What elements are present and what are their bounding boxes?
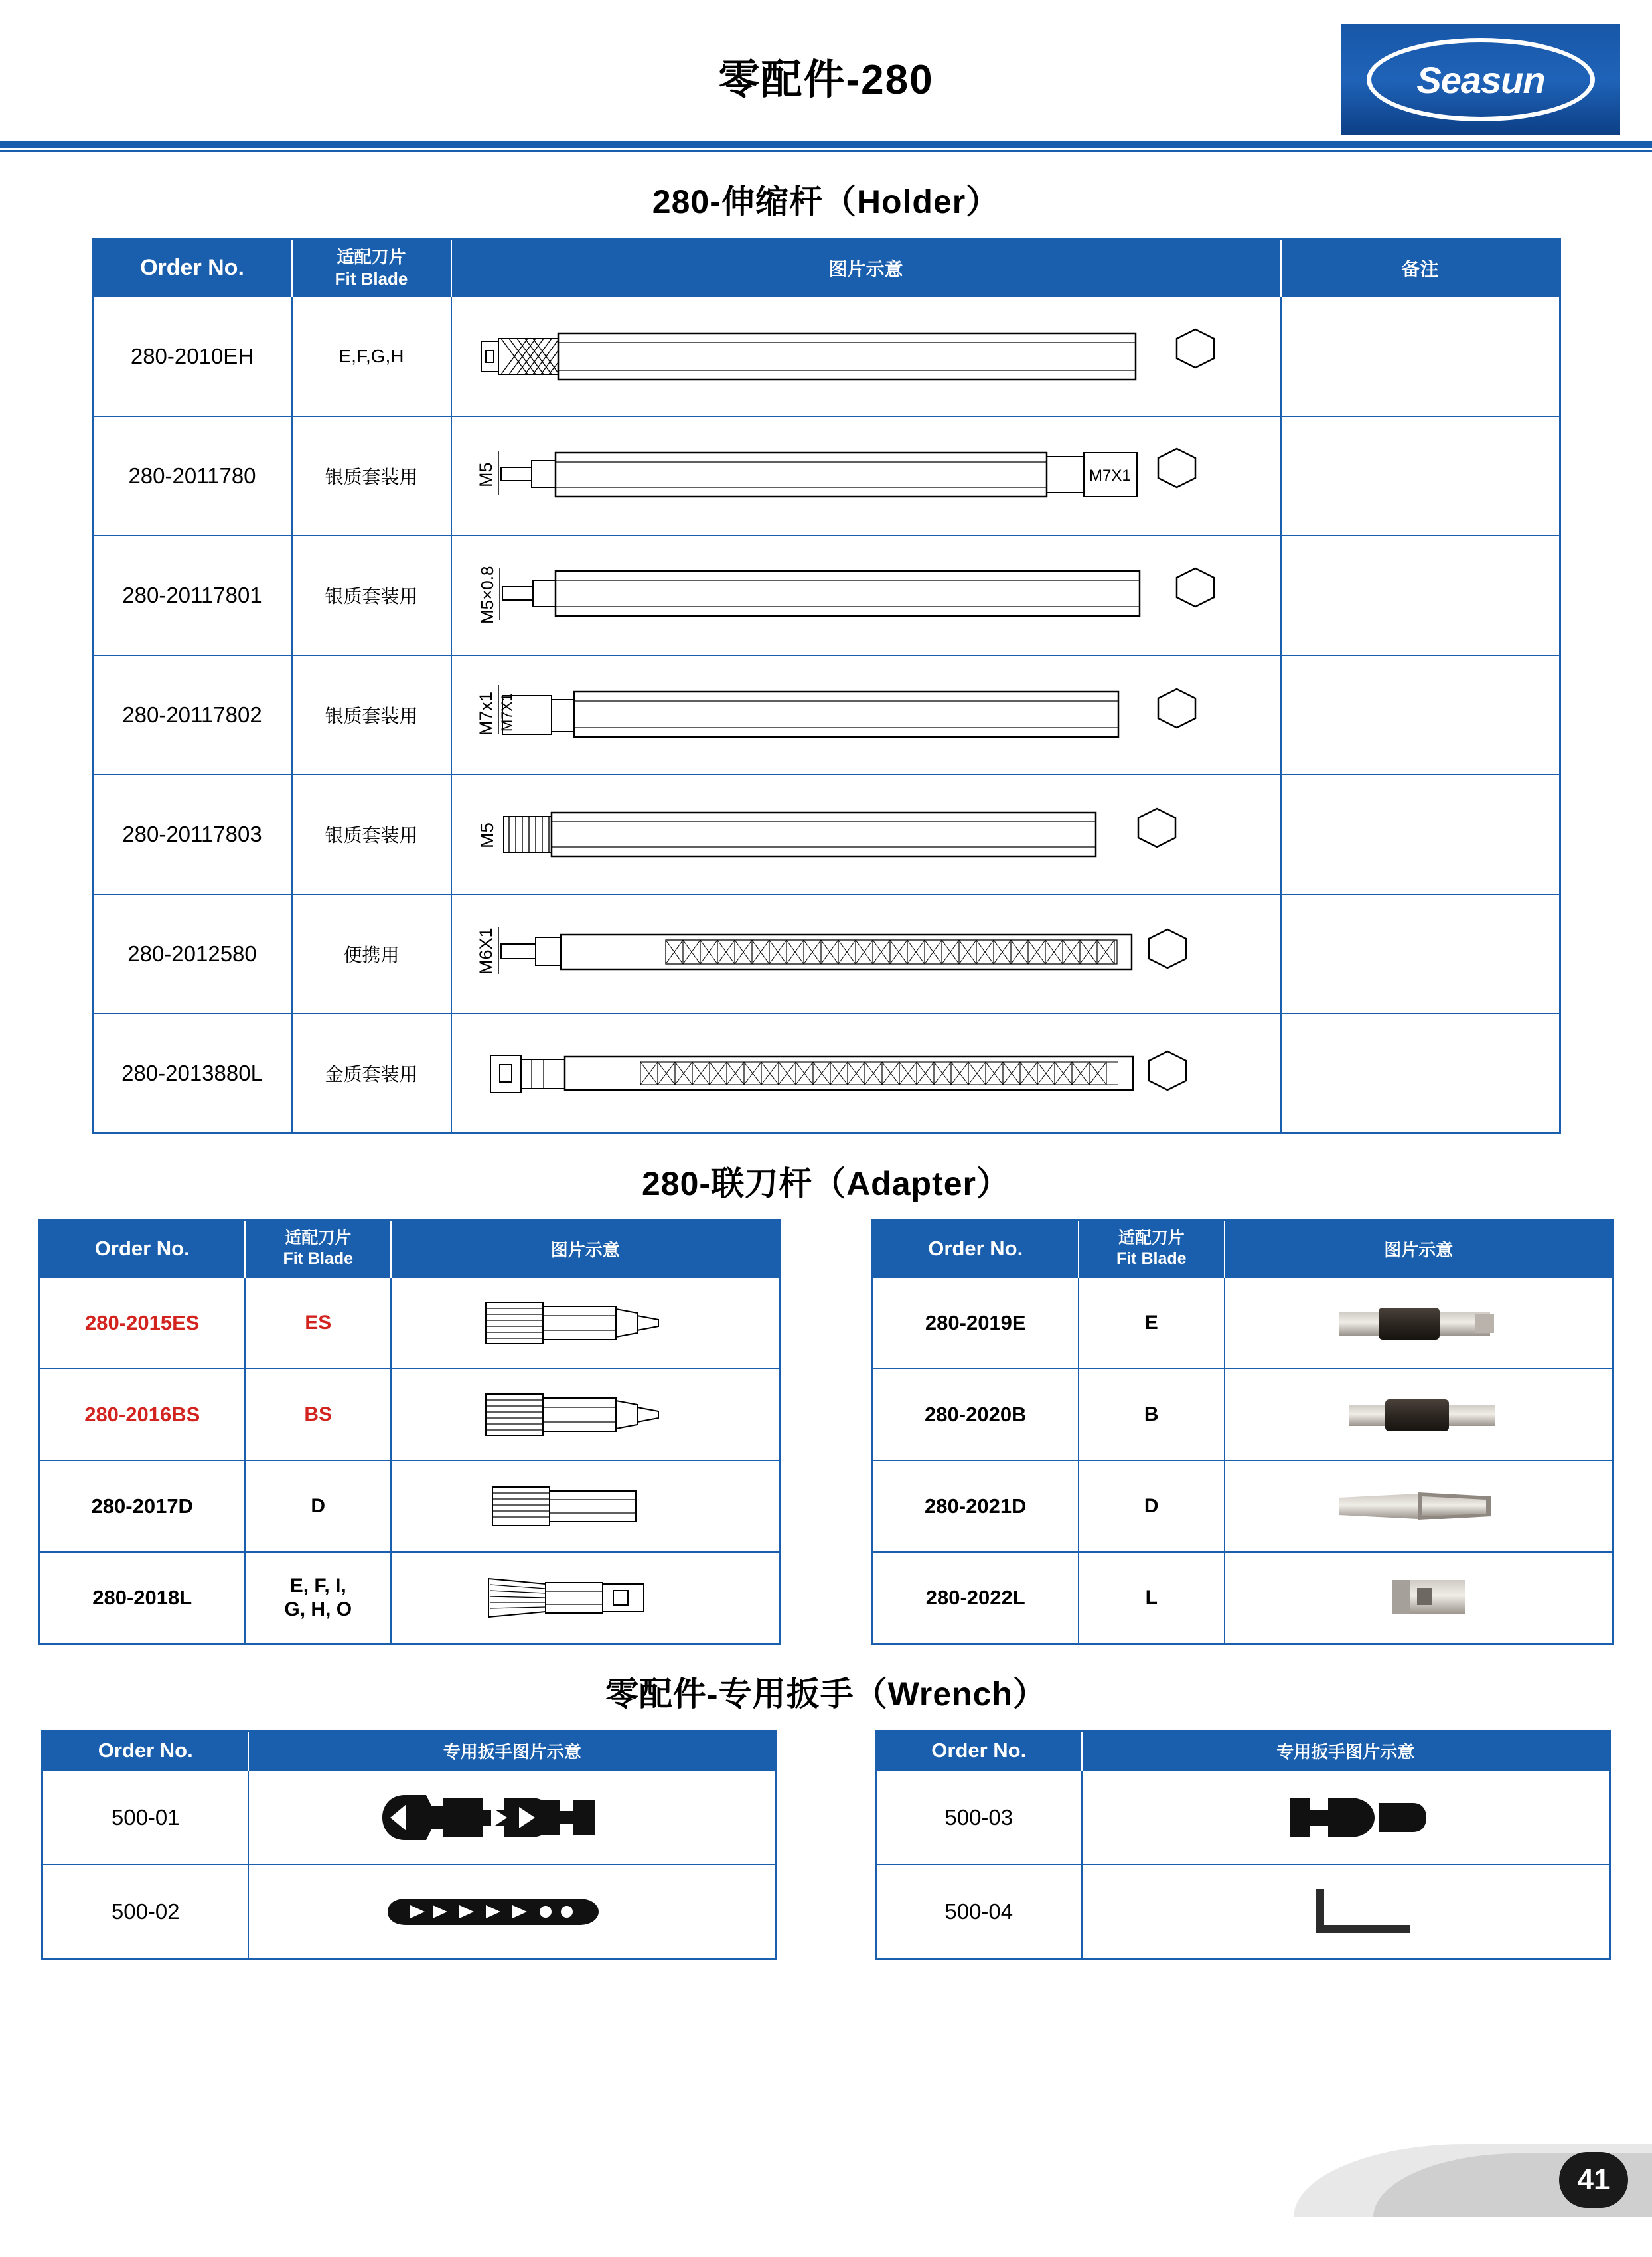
holder-col-picture: 图片示意: [451, 239, 1281, 297]
order-no: 280-2018L: [39, 1552, 246, 1644]
wrench-right-header-row: [875, 1731, 1610, 1770]
thread-label-m5: M5: [475, 462, 496, 487]
table-row: [42, 1770, 777, 1865]
product-illustration: [391, 1277, 780, 1369]
adapter-right-col-fitblade-cn: 适配刀片: [1118, 1229, 1185, 1247]
wrench-illustration: [248, 1865, 777, 1960]
thread-label-m5b: M5: [476, 822, 497, 848]
fit-blade: E: [1079, 1277, 1225, 1369]
product-illustration: [451, 894, 1281, 1014]
product-photo: [1225, 1369, 1614, 1460]
table-row: [92, 1014, 1560, 1134]
table-row: [92, 655, 1560, 775]
page-footer: [1280, 2138, 1652, 2217]
table-row: [875, 1865, 1610, 1960]
fit-blade: D: [245, 1460, 391, 1552]
order-no: 500-04: [875, 1865, 1082, 1960]
holder-col-fitblade-cn: 适配刀片: [337, 247, 406, 267]
adapter-left-col-picture: 图片示意: [391, 1221, 780, 1277]
adapter-left-col-fitblade-en: Fit Blade: [283, 1249, 354, 1269]
table-row: [92, 775, 1560, 894]
fit-blade: 便携用: [292, 894, 451, 1014]
header-rule-thin: [0, 150, 1652, 152]
table-row: [872, 1460, 1613, 1552]
adapter-right-header-row: [872, 1221, 1613, 1277]
holder-col-fitblade-en: Fit Blade: [335, 268, 408, 289]
remark: [1281, 297, 1560, 416]
table-row: [872, 1369, 1613, 1460]
order-no: 280-2022L: [872, 1552, 1079, 1644]
adapter-right-col-fitblade-en: Fit Blade: [1116, 1249, 1187, 1269]
thread-label-m6x1: M6X1: [475, 927, 496, 974]
holder-table-header-row: [92, 239, 1560, 297]
thread-label-m7x1-inner: M7X1: [498, 693, 515, 732]
order-no: 500-01: [42, 1770, 249, 1865]
wrench-right-col-order: Order No.: [875, 1731, 1082, 1770]
remark: [1281, 655, 1560, 775]
table-row: [39, 1460, 780, 1552]
product-illustration: [451, 416, 1281, 536]
fit-blade: ES: [245, 1277, 391, 1369]
fit-blade-line1: E, F, I,: [289, 1574, 346, 1596]
table-row: [39, 1369, 780, 1460]
table-row: [872, 1277, 1613, 1369]
fit-blade: E,F,G,H: [292, 297, 451, 416]
fit-blade: 银质套装用: [292, 655, 451, 775]
order-no: 280-2016BS: [39, 1369, 246, 1460]
order-no: 280-2019E: [872, 1277, 1079, 1369]
order-no: 500-02: [42, 1865, 249, 1960]
wrench-tables-wrapper: [0, 1730, 1652, 1960]
wrench-right-col-picture: 专用扳手图片示意: [1082, 1731, 1610, 1770]
remark: [1281, 416, 1560, 536]
fit-blade: L: [1079, 1552, 1225, 1644]
thread-label-m5x08: M5×0.8: [477, 566, 497, 624]
remark: [1281, 1014, 1560, 1134]
order-no: 280-2013880L: [92, 1014, 292, 1134]
remark: [1281, 536, 1560, 655]
fit-blade: 金质套装用: [292, 1014, 451, 1134]
adapter-right-col-order: Order No.: [872, 1221, 1079, 1277]
section-title-holder: 280-伸缩杆（Holder）: [652, 183, 1000, 220]
order-no: 280-2011780: [92, 416, 292, 536]
wrench-tables-gap: [819, 1730, 834, 1960]
order-no: 280-2010EH: [92, 297, 292, 416]
fit-blade: 银质套装用: [292, 416, 451, 536]
logo-ellipse-shape: [1367, 38, 1595, 121]
table-row: [92, 894, 1560, 1014]
order-no: 280-20117803: [92, 775, 292, 894]
table-row: [42, 1865, 777, 1960]
fit-blade: D: [1079, 1460, 1225, 1552]
product-illustration: [391, 1369, 780, 1460]
order-no: 280-20117801: [92, 536, 292, 655]
wrench-table-right: [875, 1730, 1611, 1960]
product-illustration: [391, 1552, 780, 1644]
logo-text: Seasun: [1416, 58, 1545, 101]
table-row: [39, 1552, 780, 1644]
section-title-adapter: 280-联刀杆（Adapter）: [642, 1165, 1010, 1202]
wrench-illustration: [1082, 1770, 1610, 1865]
product-illustration: [451, 655, 1281, 775]
seasun-logo: [1341, 24, 1620, 135]
thread-label-m7x1: M7X1: [1089, 467, 1131, 485]
table-row: [92, 536, 1560, 655]
fit-blade: [245, 1552, 391, 1644]
holder-col-fitblade: [292, 239, 451, 297]
fit-blade-line2: G, H, O: [284, 1598, 352, 1620]
product-illustration: [451, 1014, 1281, 1134]
order-no: 280-2017D: [39, 1460, 246, 1552]
table-row: [92, 416, 1560, 536]
table-row: [875, 1770, 1610, 1865]
fit-blade: BS: [245, 1369, 391, 1460]
adapter-left-col-order: Order No.: [39, 1221, 246, 1277]
table-row: [92, 297, 1560, 416]
remark: [1281, 894, 1560, 1014]
product-photo: [1225, 1552, 1614, 1644]
page-header: [0, 0, 1652, 153]
adapter-tables-wrapper: [0, 1219, 1652, 1645]
fit-blade: B: [1079, 1369, 1225, 1460]
adapter-left-header-row: [39, 1221, 780, 1277]
wrench-table-left: [41, 1730, 777, 1960]
product-photo: [1225, 1460, 1614, 1552]
adapter-tables-gap: [819, 1219, 834, 1645]
adapter-right-col-fitblade: [1079, 1221, 1225, 1277]
holder-table: [92, 238, 1561, 1134]
order-no: 280-2021D: [872, 1460, 1079, 1552]
holder-col-remark: 备注: [1281, 239, 1560, 297]
fit-blade: 银质套装用: [292, 775, 451, 894]
fit-blade: 银质套装用: [292, 536, 451, 655]
page-number: 41: [1559, 2152, 1628, 2208]
remark: [1281, 775, 1560, 894]
adapter-right-col-picture: 图片示意: [1225, 1221, 1614, 1277]
order-no: 280-20117802: [92, 655, 292, 775]
product-illustration: [451, 297, 1281, 416]
order-no: 280-2012580: [92, 894, 292, 1014]
product-illustration: [391, 1460, 780, 1552]
header-rule-thick: [0, 141, 1652, 148]
order-no: 500-03: [875, 1770, 1082, 1865]
wrench-left-col-picture: 专用扳手图片示意: [248, 1731, 777, 1770]
product-illustration: [451, 775, 1281, 894]
wrench-left-header-row: [42, 1731, 777, 1770]
adapter-table-left: [38, 1219, 781, 1645]
order-no: 280-2015ES: [39, 1277, 246, 1369]
product-illustration: [451, 536, 1281, 655]
wrench-left-col-order: Order No.: [42, 1731, 249, 1770]
table-row: [872, 1552, 1613, 1644]
order-no: 280-2020B: [872, 1369, 1079, 1460]
adapter-left-col-fitblade-cn: 适配刀片: [285, 1229, 352, 1247]
page-title: 零配件-280: [718, 57, 934, 103]
hex-key-illustration: [1082, 1865, 1610, 1960]
table-row: [39, 1277, 780, 1369]
wrench-illustration: [248, 1770, 777, 1865]
adapter-table-right: [871, 1219, 1614, 1645]
section-title-wrench: 零配件-专用扳手（Wrench）: [605, 1675, 1047, 1713]
product-photo: [1225, 1277, 1614, 1369]
holder-col-order: Order No.: [92, 239, 292, 297]
adapter-left-col-fitblade: [245, 1221, 391, 1277]
thread-label-m7x1-outer: M7x1: [475, 691, 496, 736]
